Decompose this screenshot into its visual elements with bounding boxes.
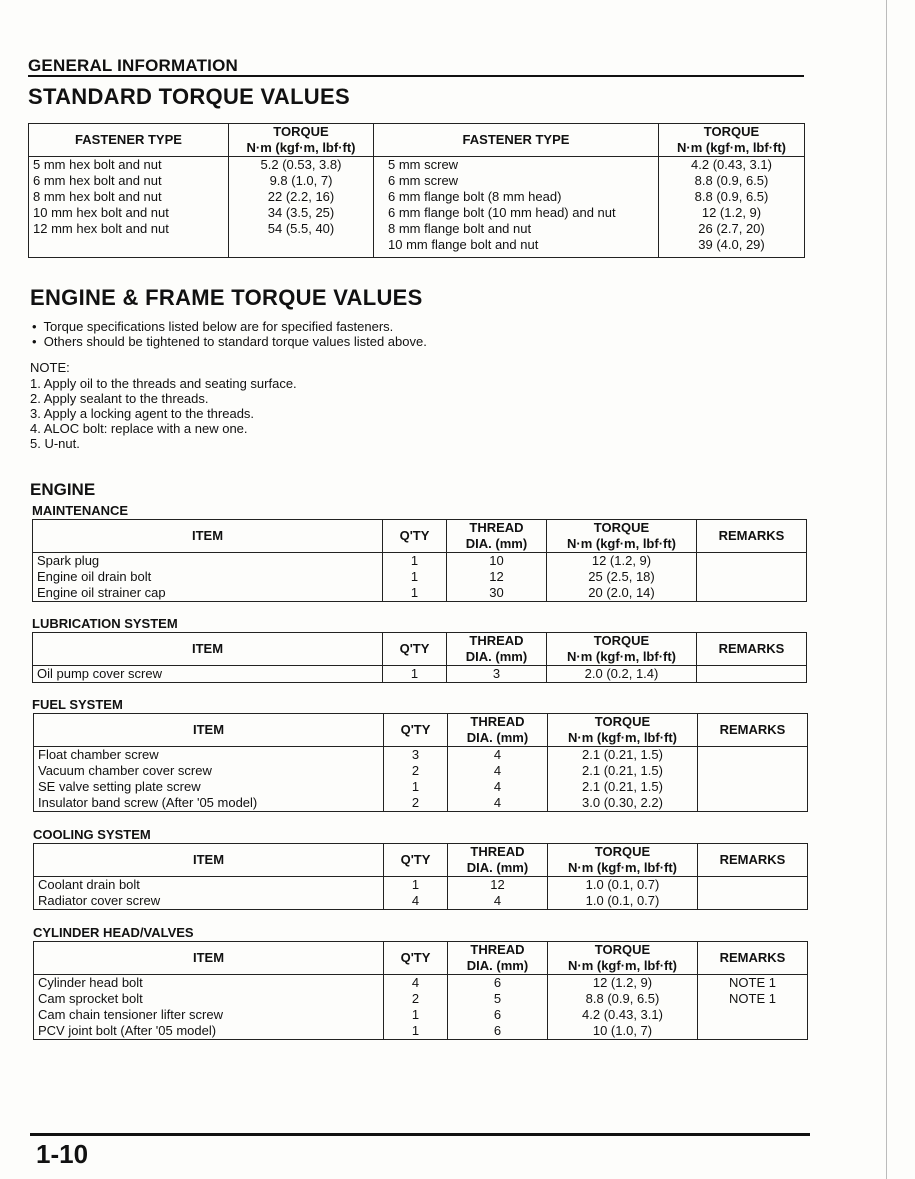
engine-qty-cell: 1 (383, 585, 447, 602)
col-remarks-header-line: REMARKS (718, 641, 785, 656)
engine-thread-cell: 6 (448, 1023, 548, 1040)
engine-item-cell: Coolant drain bolt (38, 877, 140, 892)
col-qty-header-line: Q'TY (399, 528, 430, 543)
engine-torque-cell: 3.0 (0.30, 2.2) (548, 795, 698, 812)
engine-remarks-cell (697, 666, 807, 683)
engine-item-cell: Cam chain tensioner lifter screw (38, 1007, 223, 1022)
engine-qty-cell: 1 (383, 569, 447, 585)
engine-item-cell: Cylinder head bolt (38, 975, 143, 990)
engine-section-title: CYLINDER HEAD/VALVES (33, 925, 194, 940)
note-item: 5. U-nut. (30, 436, 80, 451)
engine-thread-cell: 12 (448, 877, 548, 894)
engine-thread-cell: 4 (448, 779, 548, 795)
page-edge-line (886, 0, 887, 1179)
engine-remarks-cell (698, 747, 808, 764)
col-thread-header-line: THREAD (469, 520, 524, 535)
col-remarks-header-line: REMARKS (719, 950, 786, 965)
fastener-type-cell (29, 237, 229, 253)
engine-section-title: COOLING SYSTEM (33, 827, 151, 842)
torque-cell: 4.2 (0.43, 3.1) (659, 157, 805, 174)
fastener-type-cell: 6 mm flange bolt (10 mm head) and nut (374, 205, 659, 221)
engine-row (34, 991, 808, 1007)
col-qty-header (384, 714, 448, 747)
col-thread-header-line: DIA. (mm) (466, 730, 529, 745)
engine-qty-cell: 1 (383, 553, 447, 570)
torque-header-line1: TORQUE (703, 124, 760, 139)
bullet-item: • Torque specifications listed below are for specified fasteners. (32, 319, 394, 334)
engine-torque-table (33, 941, 808, 1040)
torque-cell: 12 (1.2, 9) (659, 205, 805, 221)
col-remarks-header (697, 520, 807, 553)
engine-row (34, 763, 808, 779)
note-item: 4. ALOC bolt: replace with a new one. (30, 421, 248, 436)
engine-remarks-cell (697, 585, 807, 602)
engine-qty-cell: 1 (383, 666, 447, 683)
note-item: 1. Apply oil to the threads and seating surface. (30, 376, 297, 391)
col-item-header (33, 520, 383, 553)
col-thread-header-line: THREAD (470, 714, 525, 729)
engine-torque-cell: 2.1 (0.21, 1.5) (548, 763, 698, 779)
engine-qty-cell: 3 (384, 747, 448, 764)
spacer-cell (659, 253, 805, 258)
engine-qty-cell: 1 (384, 877, 448, 894)
engine-torque-table (32, 632, 807, 683)
engine-row (34, 795, 808, 812)
spacer-cell (229, 253, 374, 258)
col-qty-header-line: Q'TY (400, 852, 431, 867)
engine-remarks-cell (698, 779, 808, 795)
engine-thread-cell: 12 (447, 569, 547, 585)
engine-qty-cell: 1 (384, 779, 448, 795)
col-torque-header (548, 942, 698, 975)
engine-item-cell: PCV joint bolt (After '05 model) (38, 1023, 217, 1038)
engine-thread-cell: 6 (448, 1007, 548, 1023)
col-item-header-line: ITEM (192, 722, 225, 737)
engine-item-cell: Oil pump cover screw (37, 666, 162, 681)
fastener-type-cell: 6 mm hex bolt and nut (33, 173, 162, 188)
col-torque-header (547, 633, 697, 666)
torque-header (229, 124, 374, 157)
engine-row (34, 975, 808, 992)
engine-row (34, 779, 808, 795)
engine-section-title: LUBRICATION SYSTEM (32, 616, 178, 631)
col-thread-header-line: THREAD (470, 844, 525, 859)
standard-row (29, 237, 805, 253)
col-qty-header-line: Q'TY (400, 722, 431, 737)
fastener-type-cell: 10 mm flange bolt and nut (374, 237, 659, 253)
fastener-type-cell: 6 mm screw (374, 173, 659, 189)
col-torque-header-line: TORQUE (594, 942, 651, 957)
engine-remarks-cell (698, 877, 808, 894)
col-torque-header-line: N·m (kgf·m, lbf·ft) (567, 958, 678, 973)
col-item-header-line: ITEM (192, 950, 225, 965)
engine-torque-cell: 2.1 (0.21, 1.5) (548, 779, 698, 795)
bullet-item: • Others should be tightened to standard torque values listed above. (32, 334, 427, 349)
standard-row (29, 221, 805, 237)
fastener-type-cell: 8 mm hex bolt and nut (33, 189, 162, 204)
engine-qty-cell: 4 (384, 975, 448, 992)
col-torque-header-line: N·m (kgf·m, lbf·ft) (567, 730, 678, 745)
engine-remarks-cell (698, 763, 808, 779)
engine-remarks-cell (698, 893, 808, 910)
spacer-cell (374, 253, 659, 258)
engine-torque-table (33, 713, 808, 812)
engine-torque-cell: 20 (2.0, 14) (547, 585, 697, 602)
col-torque-header-line: TORQUE (593, 520, 650, 535)
torque-header-line2: N·m (kgf·m, lbf·ft) (246, 140, 356, 155)
bottom-rule (30, 1133, 810, 1136)
col-thread-header-line: DIA. (mm) (465, 649, 528, 664)
engine-qty-cell: 4 (384, 893, 448, 910)
col-torque-header-line: TORQUE (594, 844, 651, 859)
engine-remarks-cell (698, 1023, 808, 1040)
col-remarks-header-line: REMARKS (719, 722, 786, 737)
col-thread-header-line: THREAD (470, 942, 525, 957)
col-torque-header-line: N·m (kgf·m, lbf·ft) (566, 536, 677, 551)
engine-frame-title: ENGINE & FRAME TORQUE VALUES (30, 285, 423, 310)
col-torque-header (547, 520, 697, 553)
col-thread-header-line: DIA. (mm) (466, 860, 529, 875)
fastener-type-cell: 8 mm flange bolt and nut (374, 221, 659, 237)
engine-title: ENGINE (30, 480, 96, 499)
engine-thread-cell: 4 (448, 763, 548, 779)
engine-qty-cell: 2 (384, 991, 448, 1007)
engine-torque-cell: 2.1 (0.21, 1.5) (548, 747, 698, 764)
note-item: 3. Apply a locking agent to the threads. (30, 406, 255, 421)
col-remarks-header-line: REMARKS (719, 852, 786, 867)
engine-thread-cell: 4 (448, 893, 548, 910)
engine-remarks-cell (698, 795, 808, 812)
col-remarks-header (697, 633, 807, 666)
col-qty-header-line: Q'TY (399, 641, 430, 656)
fastener-type-header: FASTENER TYPE (29, 124, 229, 157)
col-torque-header-line: TORQUE (593, 633, 650, 648)
torque-header-line1: TORQUE (273, 124, 329, 139)
spacer-cell (29, 253, 229, 258)
engine-qty-cell: 1 (384, 1007, 448, 1023)
fastener-type-cell: 5 mm hex bolt and nut (33, 157, 162, 172)
col-qty-header (383, 520, 447, 553)
engine-row (34, 1023, 808, 1040)
engine-remarks-cell (697, 569, 807, 585)
engine-qty-cell: 1 (384, 1023, 448, 1040)
torque-cell: 22 (2.2, 16) (229, 189, 374, 205)
col-remarks-header (698, 714, 808, 747)
col-thread-header-line: DIA. (mm) (465, 536, 528, 551)
torque-cell: 39 (4.0, 29) (659, 237, 805, 253)
col-torque-header (548, 844, 698, 877)
engine-thread-cell: 4 (448, 747, 548, 764)
col-item-header (34, 844, 384, 877)
engine-remarks-cell: NOTE 1 (698, 991, 808, 1007)
standard-title: STANDARD TORQUE VALUES (28, 84, 350, 109)
torque-cell: 8.8 (0.9, 6.5) (659, 189, 805, 205)
engine-torque-table (32, 519, 807, 602)
engine-row (34, 893, 808, 910)
section-label: GENERAL INFORMATION (28, 56, 238, 75)
engine-item-cell: Insulator band screw (After '05 model) (38, 795, 258, 810)
col-thread-header (447, 633, 547, 666)
engine-thread-cell: 5 (448, 991, 548, 1007)
engine-torque-cell: 2.0 (0.2, 1.4) (547, 666, 697, 683)
col-qty-header-line: Q'TY (400, 950, 431, 965)
engine-row (33, 553, 807, 570)
engine-item-cell: SE valve setting plate screw (38, 779, 201, 794)
fastener-type-header: FASTENER TYPE (374, 124, 659, 157)
col-torque-header-line: TORQUE (594, 714, 651, 729)
bullet-list (32, 319, 427, 349)
engine-torque-cell: 8.8 (0.9, 6.5) (548, 991, 698, 1007)
engine-torque-cell: 25 (2.5, 18) (547, 569, 697, 585)
col-torque-header-line: N·m (kgf·m, lbf·ft) (566, 649, 677, 664)
col-remarks-header (698, 942, 808, 975)
page-number: 1-10 (36, 1139, 89, 1169)
standard-torque-table (28, 123, 805, 258)
engine-torque-cell: 1.0 (0.1, 0.7) (548, 893, 698, 910)
torque-cell: 5.2 (0.53, 3.8) (229, 157, 374, 174)
col-item-header-line: ITEM (191, 528, 224, 543)
col-thread-header-line: THREAD (469, 633, 524, 648)
engine-item-cell: Spark plug (37, 553, 100, 568)
torque-cell: 8.8 (0.9, 6.5) (659, 173, 805, 189)
note-label: NOTE: (30, 360, 70, 375)
engine-row (33, 569, 807, 585)
col-torque-header (548, 714, 698, 747)
engine-row (33, 666, 807, 683)
standard-row (29, 205, 805, 221)
engine-item-cell: Cam sprocket bolt (38, 991, 143, 1006)
engine-torque-cell: 1.0 (0.1, 0.7) (548, 877, 698, 894)
engine-item-cell: Engine oil strainer cap (37, 585, 166, 600)
standard-row (29, 157, 805, 174)
engine-row (34, 877, 808, 894)
col-item-header-line: ITEM (192, 852, 225, 867)
engine-remarks-cell (698, 1007, 808, 1023)
col-thread-header (448, 942, 548, 975)
col-remarks-header (698, 844, 808, 877)
standard-row-spacer (29, 253, 805, 258)
engine-torque-cell: 4.2 (0.43, 3.1) (548, 1007, 698, 1023)
fastener-type-cell: 5 mm screw (374, 157, 659, 174)
engine-thread-cell: 10 (447, 553, 547, 570)
engine-torque-cell: 10 (1.0, 7) (548, 1023, 698, 1040)
col-thread-header (448, 844, 548, 877)
fastener-type-cell: 6 mm flange bolt (8 mm head) (374, 189, 659, 205)
engine-thread-cell: 30 (447, 585, 547, 602)
note-item: 2. Apply sealant to the threads. (30, 391, 209, 406)
col-thread-header (448, 714, 548, 747)
col-item-header (34, 942, 384, 975)
col-item-header (34, 714, 384, 747)
engine-row (33, 585, 807, 602)
engine-torque-table (33, 843, 808, 910)
col-torque-header-line: N·m (kgf·m, lbf·ft) (567, 860, 678, 875)
torque-cell: 54 (5.5, 40) (229, 221, 374, 237)
engine-row (34, 1007, 808, 1023)
col-remarks-header-line: REMARKS (718, 528, 785, 543)
torque-cell: 26 (2.7, 20) (659, 221, 805, 237)
engine-item-cell: Vacuum chamber cover screw (38, 763, 212, 778)
standard-row (29, 173, 805, 189)
engine-thread-cell: 6 (448, 975, 548, 992)
col-qty-header (384, 844, 448, 877)
engine-thread-cell: 4 (448, 795, 548, 812)
col-item-header-line: ITEM (191, 641, 224, 656)
engine-section-title: MAINTENANCE (32, 503, 129, 518)
col-qty-header (383, 633, 447, 666)
fastener-type-cell: 10 mm hex bolt and nut (33, 205, 169, 220)
torque-header (659, 124, 805, 157)
torque-cell: 34 (3.5, 25) (229, 205, 374, 221)
standard-row (29, 189, 805, 205)
engine-qty-cell: 2 (384, 795, 448, 812)
torque-cell (229, 237, 374, 253)
engine-qty-cell: 2 (384, 763, 448, 779)
torque-cell: 9.8 (1.0, 7) (229, 173, 374, 189)
top-rule (28, 75, 804, 77)
torque-header-line2: N·m (kgf·m, lbf·ft) (676, 140, 787, 155)
fastener-type-cell: 12 mm hex bolt and nut (33, 221, 169, 236)
col-qty-header (384, 942, 448, 975)
notes-block (30, 360, 297, 451)
col-thread-header (447, 520, 547, 553)
engine-remarks-cell: NOTE 1 (698, 975, 808, 992)
engine-item-cell: Float chamber screw (38, 747, 159, 762)
engine-thread-cell: 3 (447, 666, 547, 683)
engine-torque-cell: 12 (1.2, 9) (548, 975, 698, 992)
engine-remarks-cell (697, 553, 807, 570)
engine-torque-cell: 12 (1.2, 9) (547, 553, 697, 570)
col-thread-header-line: DIA. (mm) (466, 958, 529, 973)
engine-section-title: FUEL SYSTEM (32, 697, 123, 712)
col-item-header (33, 633, 383, 666)
engine-row (34, 747, 808, 764)
engine-item-cell: Engine oil drain bolt (37, 569, 152, 584)
engine-item-cell: Radiator cover screw (38, 893, 161, 908)
